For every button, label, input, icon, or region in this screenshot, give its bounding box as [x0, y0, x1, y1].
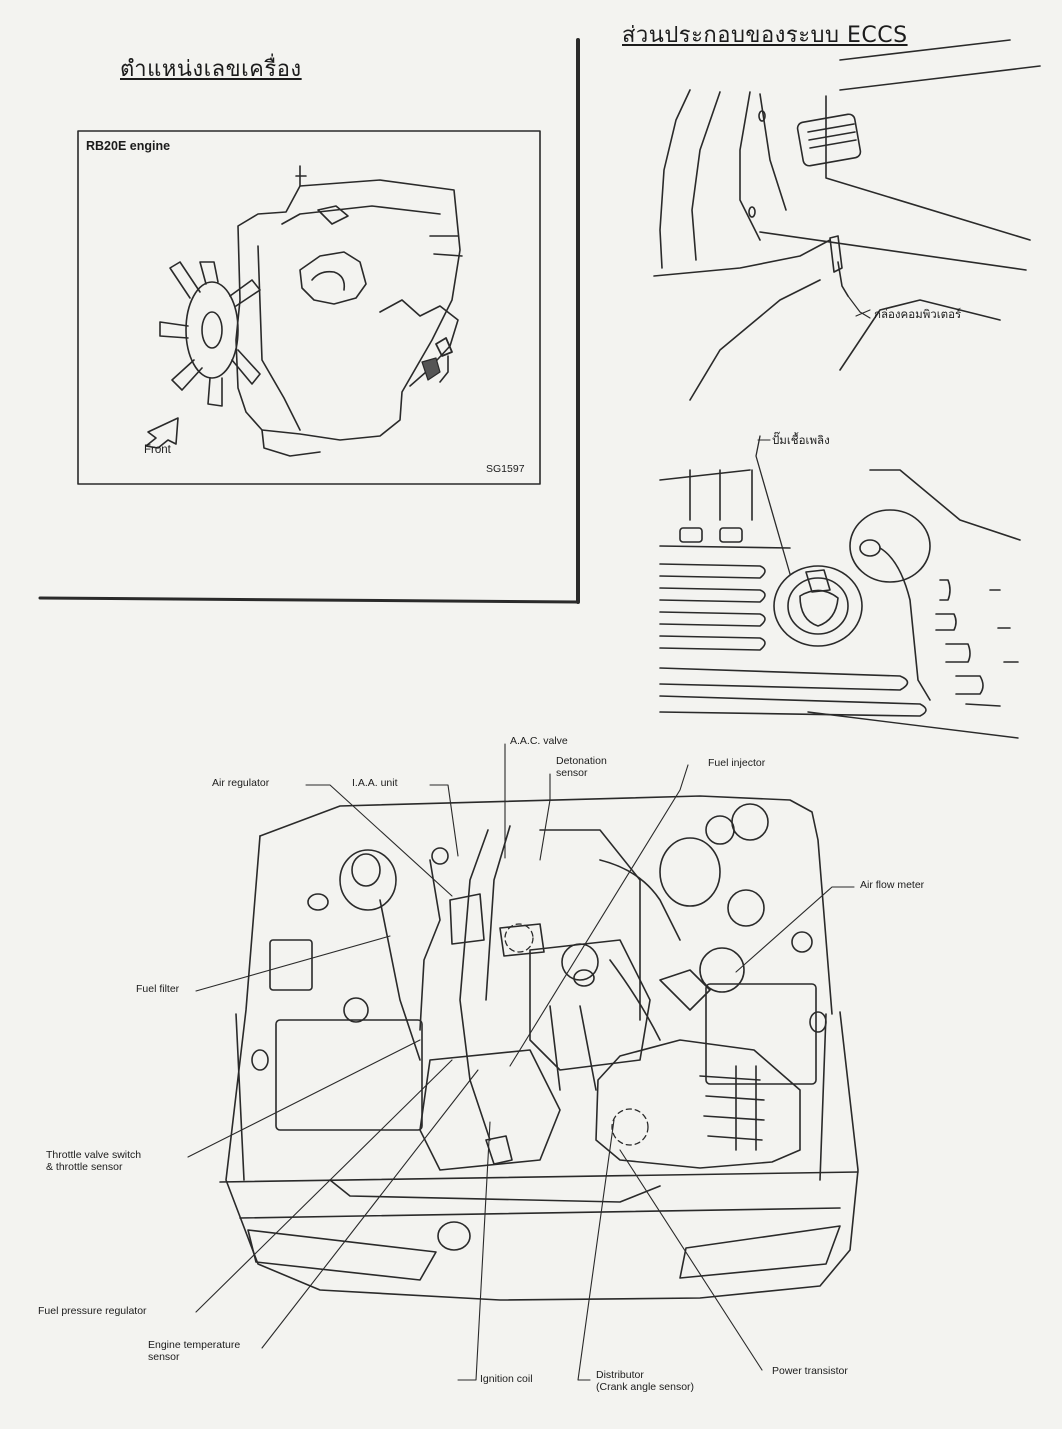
- label-leader-lines: [188, 310, 870, 1380]
- fan-drawing: [160, 262, 260, 406]
- air-flow-meter-label: Air flow meter: [860, 879, 925, 891]
- fuel-filter-label: Fuel filter: [136, 983, 180, 995]
- fuel-pump-location-drawing: [660, 433, 1020, 738]
- engine-illustration: [146, 166, 462, 456]
- fuel-pressure-regulator-label: Fuel pressure regulator: [38, 1305, 147, 1317]
- engine-temperature-sensor-label: Engine temperature sensor: [148, 1339, 241, 1363]
- computer-box-label: กล่องคอมพิวเตอร์: [874, 307, 962, 321]
- distributor-label: Distributor (Crank angle sensor): [596, 1369, 695, 1393]
- power-transistor-label: Power transistor: [772, 1365, 848, 1377]
- figure-code-label: SG1597: [486, 463, 525, 475]
- engine-bay-drawing: [220, 796, 858, 1300]
- eccs-components-title: ส่วนประกอบของระบบ ECCS: [622, 23, 908, 48]
- fuel-pump-label: ปั๊มเชื้อเพลิง: [772, 433, 830, 447]
- front-label: Front: [144, 444, 171, 456]
- engine-model-label: RB20E engine: [86, 139, 171, 153]
- throttle-valve-switch-label: Throttle valve switch & throttle sensor: [46, 1149, 142, 1173]
- engine-number-panel: [40, 40, 578, 602]
- fuel-injector-label: Fuel injector: [708, 757, 766, 769]
- iaa-unit-label: I.A.A. unit: [352, 777, 398, 789]
- air-regulator-label: Air regulator: [212, 777, 270, 789]
- ignition-coil-label: Ignition coil: [480, 1373, 533, 1385]
- aac-valve-label: A.A.C. valve: [510, 735, 568, 747]
- computer-box-location-drawing: [654, 40, 1040, 400]
- detonation-sensor-label: Detonation sensor: [556, 755, 607, 779]
- engine-number-location-title: ตำแหน่งเลขเครื่อง: [120, 57, 302, 82]
